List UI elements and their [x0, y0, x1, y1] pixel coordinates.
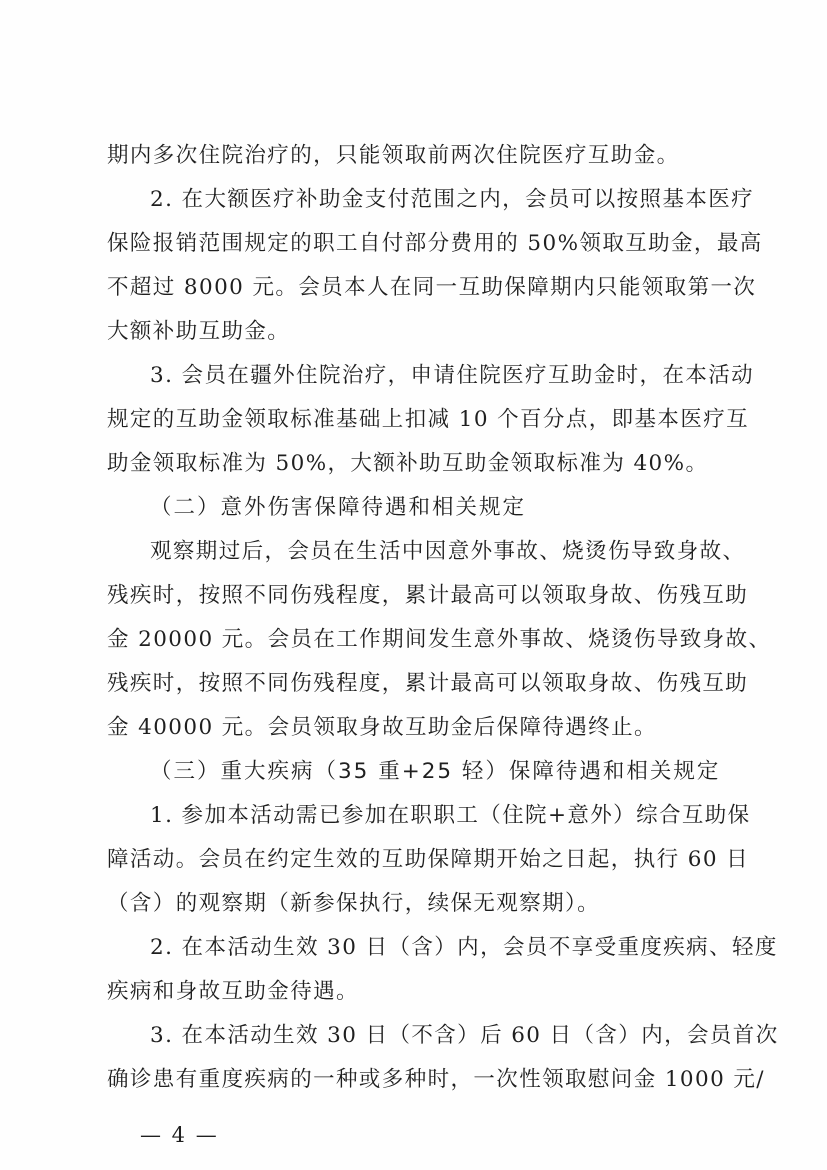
text-line: 3. 在本活动生效 30 日（不含）后 60 日（含）内，会员首次 [150, 1023, 779, 1048]
text-line: 2. 在大额医疗补助金支付范围之内，会员可以按照基本医疗 [150, 187, 755, 212]
text-line: 大额补助互助金。 [107, 319, 291, 344]
text-line: 不超过 8000 元。会员本人在同一互助保障期内只能领取第一次 [107, 275, 757, 300]
text-line: 2. 在本活动生效 30 日（含）内，会员不享受重度疾病、轻度 [150, 935, 778, 960]
text-line: 残疾时，按照不同伤残程度，累计最高可以领取身故、伤残互助 [107, 583, 749, 608]
text-line: （含）的观察期（新参保执行，续保无观察期）。 [107, 891, 601, 916]
text-line: 残疾时，按照不同伤残程度，累计最高可以领取身故、伤残互助 [107, 671, 749, 696]
text-line: 期内多次住院治疗的，只能领取前两次住院医疗互助金。 [107, 143, 680, 168]
page-number: — 4 — [140, 1123, 219, 1147]
text-line: 疾病和身故互助金待遇。 [107, 979, 359, 1004]
text-line: 助金领取标准为 50%，大额补助互助金领取标准为 40%。 [107, 451, 709, 476]
section-heading: （二）意外伤害保障待遇和相关规定 [150, 495, 527, 520]
text-line: 金 40000 元。会员领取身故互助金后保障待遇终止。 [107, 715, 657, 740]
text-line: 观察期过后，会员在生活中因意外事故、烧烫伤导致身故、 [150, 539, 746, 564]
text-line: 3. 会员在疆外住院治疗，申请住院医疗互助金时，在本活动 [150, 363, 755, 388]
text-line: 规定的互助金领取标准基础上扣减 10 个百分点，即基本医疗互 [107, 407, 750, 432]
section-heading: （三）重大疾病（35 重+25 轻）保障待遇和相关规定 [150, 759, 721, 784]
text-line: 障活动。会员在约定生效的互助保障期开始之日起，执行 60 日 [107, 847, 750, 872]
text-line: 金 20000 元。会员在工作期间发生意外事故、烧烫伤导致身故、 [107, 627, 772, 652]
text-line: 确诊患有重度疾病的一种或多种时，一次性领取慰问金 1000 元/ [107, 1067, 765, 1092]
text-line: 1. 参加本活动需已参加在职职工（住院+意外）综合互助保 [150, 803, 751, 828]
text-line: 保险报销范围规定的职工自付部分费用的 50%领取互助金，最高 [107, 231, 763, 256]
